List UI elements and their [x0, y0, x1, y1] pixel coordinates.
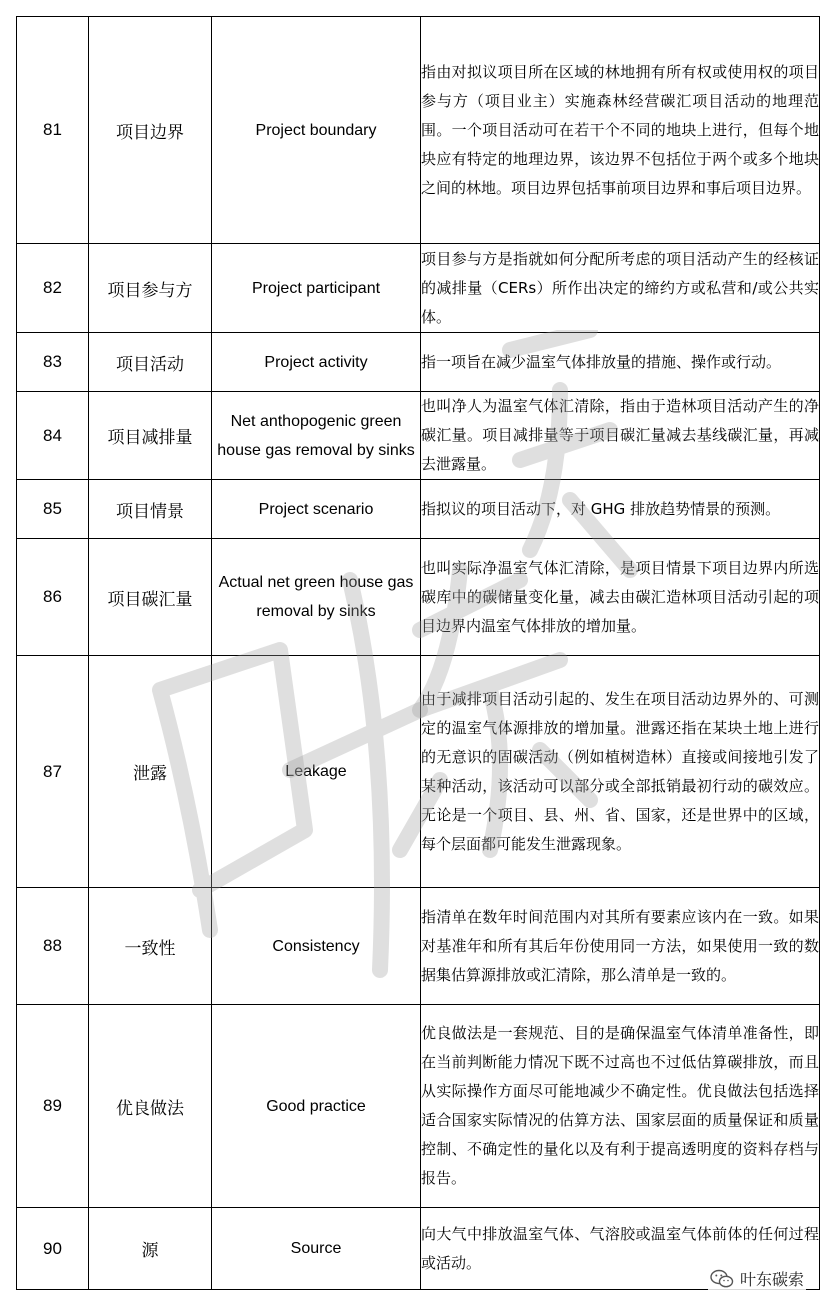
term-chinese: 项目情景: [89, 480, 212, 539]
brand-badge: [708, 1267, 806, 1290]
table-row: [17, 17, 820, 244]
term-number: 86: [17, 539, 89, 656]
term-english: Project participant: [212, 244, 421, 333]
term-number: 90: [17, 1208, 89, 1290]
wechat-icon: [710, 1269, 734, 1289]
table-row: [17, 888, 820, 1005]
term-chinese: 源: [89, 1208, 212, 1290]
term-number: 85: [17, 480, 89, 539]
term-definition: 也叫实际净温室气体汇清除，是项目情景下项目边界内所选碳库中的碳储量变化量，减去由碳汇造林项目活动引起的项目边界内温室气体排放的增加量。: [421, 539, 820, 656]
term-chinese: 泄露: [89, 656, 212, 888]
table-row: [17, 244, 820, 333]
table-row: [17, 392, 820, 480]
table-row: [17, 1208, 820, 1290]
term-number: 81: [17, 17, 89, 244]
term-number: 89: [17, 1005, 89, 1208]
term-definition: 指由对拟议项目所在区域的林地拥有所有权或使用权的项目参与方（项目业主）实施森林经营碳汇项目活动的地理范围。一个项目活动可在若干个不同的地块上进行，但每个地块应有特定的地理边界，该边界不包括位于两个或多个地块之间的林地。项目边界包括事前项目边界和事后项目边界。: [421, 17, 820, 244]
table-row: [17, 480, 820, 539]
term-chinese: 项目参与方: [89, 244, 212, 333]
term-chinese: 项目边界: [89, 17, 212, 244]
term-english: Good practice: [212, 1005, 421, 1208]
table-row: [17, 539, 820, 656]
glossary-table: [16, 16, 820, 1290]
term-definition: 由于减排项目活动引起的、发生在项目活动边界外的、可测定的温室气体源排放的增加量。泄露还指在某块土地上进行的无意识的固碳活动（例如植树造林）直接或间接地引发了某种活动，该活动可以部分或全部抵销最初行动的碳效应。无论是一个项目、县、州、省、国家，还是世界中的区域，每个层面都可能发生泄露现象。: [421, 656, 820, 888]
term-english: Net anthopogenic green house gas removal by sinks: [212, 392, 421, 480]
table-row: [17, 656, 820, 888]
term-number: 88: [17, 888, 89, 1005]
term-definition: 项目参与方是指就如何分配所考虑的项目活动产生的经核证的减排量（CERs）所作出决定的缔约方或私营和/或公共实体。: [421, 244, 820, 333]
term-chinese: 优良做法: [89, 1005, 212, 1208]
term-number: 82: [17, 244, 89, 333]
term-chinese: 项目减排量: [89, 392, 212, 480]
term-chinese: 一致性: [89, 888, 212, 1005]
term-english: Project scenario: [212, 480, 421, 539]
term-english: Actual net green house gas removal by sinks: [212, 539, 421, 656]
term-english: Project boundary: [212, 17, 421, 244]
table-row: [17, 1005, 820, 1208]
term-chinese: 项目碳汇量: [89, 539, 212, 656]
term-definition: 指清单在数年时间范围内对其所有要素应该内在一致。如果对基准年和所有其后年份使用同一方法，如果使用一致的数据集估算源排放或汇清除，那么清单是一致的。: [421, 888, 820, 1005]
term-definition: 也叫净人为温室气体汇清除，指由于造林项目活动产生的净碳汇量。项目减排量等于项目碳汇量减去基线碳汇量，再减去泄露量。: [421, 392, 820, 480]
term-definition: 指拟议的项目活动下，对 GHG 排放趋势情景的预测。: [421, 480, 820, 539]
table-row: [17, 333, 820, 392]
term-definition: 向大气中排放温室气体、气溶胶或温室气体前体的任何过程或活动。: [421, 1208, 820, 1290]
term-definition: 优良做法是一套规范、目的是确保温室气体清单准备性，即在当前判断能力情况下既不过高也不过低估算碳排放，而且从实际操作方面尽可能地减少不确定性。优良做法包括选择适合国家实际情况的估算方法、国家层面的质量保证和质量控制、不确定性的量化以及有利于提高透明度的资料存档与报告。: [421, 1005, 820, 1208]
brand-label: 叶东碳索: [739, 1270, 804, 1289]
term-chinese: 项目活动: [89, 333, 212, 392]
term-english: Leakage: [212, 656, 421, 888]
term-number: 84: [17, 392, 89, 480]
term-english: Source: [212, 1208, 421, 1290]
term-definition: 指一项旨在减少温室气体排放量的措施、操作或行动。: [421, 333, 820, 392]
term-english: Project activity: [212, 333, 421, 392]
term-english: Consistency: [212, 888, 421, 1005]
term-number: 87: [17, 656, 89, 888]
term-number: 83: [17, 333, 89, 392]
